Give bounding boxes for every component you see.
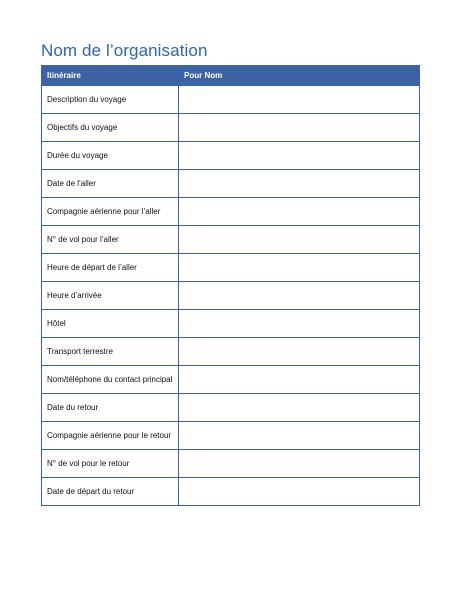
row-value-trip-description[interactable] [179,86,420,114]
row-value-return-flight-number[interactable] [179,450,420,478]
table-row [42,114,420,142]
row-value-trip-objectives[interactable] [179,114,420,142]
row-label-outbound-departure-time: Heure de départ de l’aller [42,254,179,282]
row-value-arrival-time[interactable] [179,282,420,310]
row-value-departure-date[interactable] [179,170,420,198]
organization-title: Nom de l’organisation [41,41,208,60]
table-row [42,338,420,366]
row-label-return-date: Date du retour [42,394,179,422]
for-name-header: Pour Nom [179,66,420,86]
row-value-hotel[interactable] [179,310,420,338]
row-label-return-departure-date: Date de départ du retour [42,478,179,506]
table-row [42,450,420,478]
row-label-arrival-time: Heure d’arrivée [42,282,179,310]
itinerary-header: Itinéraire [42,66,179,86]
table-row [42,310,420,338]
table-row [42,478,420,506]
table-row [42,142,420,170]
table-row [42,394,420,422]
table-row [42,366,420,394]
row-value-return-airline[interactable] [179,422,420,450]
row-label-trip-objectives: Objectifs du voyage [42,114,179,142]
row-label-return-airline: Compagnie aérienne pour le retour [42,422,179,450]
table-row [42,170,420,198]
table-row [42,422,420,450]
row-label-return-flight-number: N° de vol pour le retour [42,450,179,478]
table-header-row [42,66,420,86]
table-row [42,198,420,226]
row-value-outbound-departure-time[interactable] [179,254,420,282]
row-label-ground-transport: Transport terrestre [42,338,179,366]
table-row [42,282,420,310]
row-label-main-contact: Nom/téléphone du contact principal [42,366,179,394]
row-label-departure-date: Date de l’aller [42,170,179,198]
table-row [42,86,420,114]
row-value-return-date[interactable] [179,394,420,422]
row-value-outbound-flight-number[interactable] [179,226,420,254]
row-value-main-contact[interactable] [179,366,420,394]
table-row [42,254,420,282]
row-value-return-departure-date[interactable] [179,478,420,506]
row-value-trip-duration[interactable] [179,142,420,170]
row-value-ground-transport[interactable] [179,338,420,366]
row-label-hotel: Hôtel [42,310,179,338]
row-label-trip-duration: Durée du voyage [42,142,179,170]
itinerary-table [41,65,420,506]
row-label-outbound-airline: Compagnie aérienne pour l’aller [42,198,179,226]
table-row [42,226,420,254]
row-label-outbound-flight-number: N° de vol pour l’aller [42,226,179,254]
row-label-trip-description: Description du voyage [42,86,179,114]
row-value-outbound-airline[interactable] [179,198,420,226]
